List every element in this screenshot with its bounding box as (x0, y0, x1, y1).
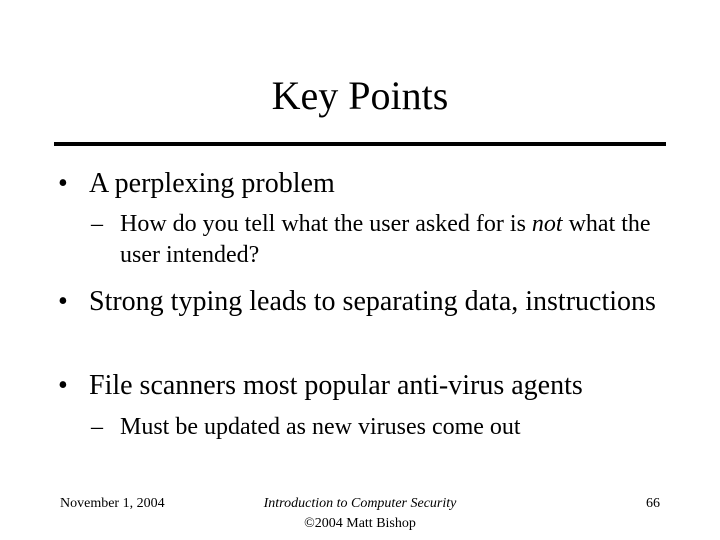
sub-bullet-item-2 (91, 412, 651, 443)
sub-bullet-text (120, 209, 651, 271)
footer-copyright: ©2004 Matt Bishop (304, 516, 416, 531)
slide-title: Key Points (271, 73, 449, 118)
bullet-marker: • (58, 370, 68, 401)
sub-bullet-text: Must be updated as new viruses come out (120, 414, 521, 440)
emphasis-text: not (531, 211, 563, 237)
title-divider (54, 142, 666, 146)
dash-marker: – (91, 414, 103, 440)
bullet-text: File scanners most popular anti-virus agents (89, 370, 583, 401)
bullet-item-1 (54, 166, 674, 201)
sub-bullet-text-end: what the user intended? (120, 211, 651, 268)
bullet-text: A perplexing problem (89, 168, 335, 199)
bullet-item-3 (54, 368, 674, 403)
footer-date: November 1, 2004 (60, 496, 165, 511)
footer-page-number: 66 (646, 496, 660, 511)
dash-marker: – (91, 211, 103, 237)
sub-bullet-text-start: How do you tell what the user asked for is (120, 211, 532, 237)
footer-course-title: Introduction to Computer Security (263, 496, 457, 511)
sub-bullet-item-1 (91, 209, 651, 271)
bullet-marker: • (58, 286, 68, 317)
bullet-item-2 (54, 284, 674, 319)
bullet-marker: • (58, 168, 68, 199)
bullet-text: Strong typing leads to separating data, instructions (89, 286, 656, 317)
footer-course (210, 494, 510, 534)
